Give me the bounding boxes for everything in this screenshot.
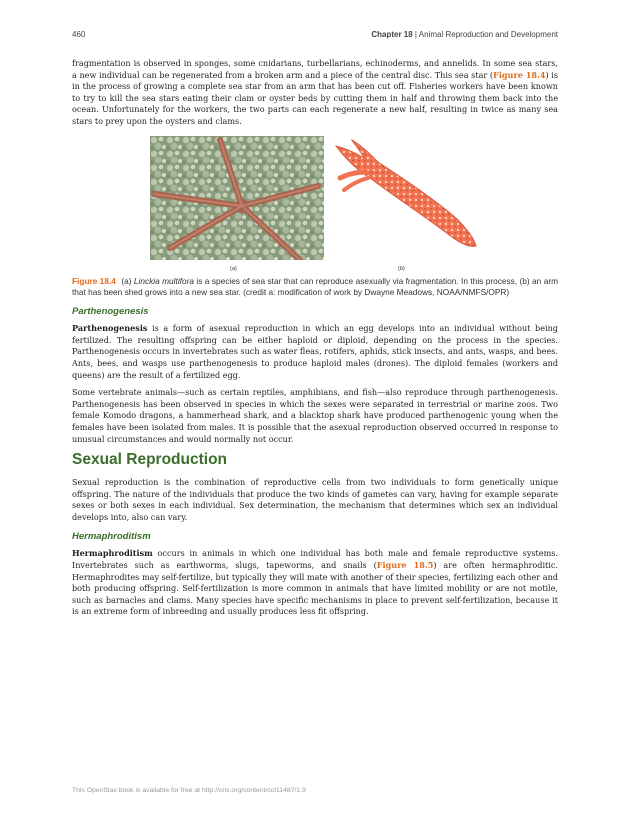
- parthenogenesis-paragraph-2: Some vertebrate animals—such as certain reptiles, amphibians, and fish—also reproduce through parthenogenesis. Parthenogenesis has been observed in species in which the sexes were separated in terrestrial or marine zoos. Two female Komodo dragons, a hammerhead shark, and a blacktop shark have produced parthenogenic young when the females have been isolated from males. It is possible that the asexual reproduction observed occurred in response to unusual circumstances and would normally not occur.: [72, 387, 558, 444]
- page-footer: This OpenStax book is available for free at http://cnx.org/content/col11487/1.9: [72, 787, 306, 794]
- chapter-name: Animal Reproduction and Development: [418, 30, 558, 39]
- species-name: Linckia multifora: [133, 275, 194, 286]
- sea-star-photo-a: [150, 136, 324, 260]
- caption-figure-number: Figure 18.4: [72, 275, 116, 286]
- figure-caption: Figure 18.4 (a) Linckia multifora is a species of sea star that can reproduce asexually via fragmentation. In this process, (b) an arm that has been shed grows into a new sea star. (credit a: modification of work by Dwayne Meadows, NOAA/NMFS/OPR): [72, 275, 558, 297]
- heading-sexual-reproduction: Sexual Reproduction: [72, 451, 228, 469]
- parthenogenesis-paragraph-1: Parthenogenesis is a form of asexual reproduction in which an egg develops into an individual without being fertilized. The resulting offspring can be either haploid or diploid, depending on the process in the species. Parthenogenesis occurs in invertebrates such as water fleas, rotifers, aphids, stick insects, and ants, wasps, and bees. Ants, bees, and wasps use parthenogenesis to produce haploid males (drones). The diploid females (workers and queens) are the result of a fertilized egg.: [72, 323, 558, 380]
- figure-link-18-5[interactable]: Figure 18.5: [376, 560, 434, 571]
- page-number: 460: [72, 30, 86, 39]
- intro-paragraph: fragmentation is observed in sponges, some cnidarians, turbellarians, echinoderms, and annelids. In some sea stars, a new individual can be regenerated from a broken arm and a piece of the central disc. This sea star (Figure 18.4) is in the process of growing a complete sea star from an arm that has been cut off. Fisheries workers have been known to try to kill the sea stars eating their clam or oyster beds by cutting them in half and throwing them back into the ocean. Unfortunately for the workers, the two parts can each regenerate a new half, resulting in twice as many sea stars to prey upon the oysters and clams.: [72, 58, 558, 126]
- chapter-title: Chapter 18 | Animal Reproduction and Development: [371, 30, 558, 39]
- term-parthenogenesis: Parthenogenesis: [72, 323, 148, 334]
- page-content: [72, 58, 558, 624]
- figure-label-b: (b): [398, 265, 405, 272]
- heading-hermaphroditism: Hermaphroditism: [72, 531, 151, 543]
- sea-star-photo-b: [330, 138, 480, 250]
- figure-label-a: (a): [230, 265, 237, 272]
- sexual-reproduction-paragraph: Sexual reproduction is the combination of reproductive cells from two individuals to form genetically unique offspring. The nature of the individuals that produce the two kinds of gametes can vary, having for example separate sexes or both sexes in each individual. Sex determination, the mechanism that determines which sex an individual develops into, also can vary.: [72, 477, 558, 522]
- term-hermaphroditism: Hermaphroditism: [72, 548, 153, 559]
- page-header: [72, 30, 558, 42]
- chapter-number: Chapter 18: [371, 30, 413, 39]
- figure-link[interactable]: Figure 18.4: [493, 69, 546, 80]
- heading-parthenogenesis: Parthenogenesis: [72, 306, 149, 318]
- figure-18-4: [72, 136, 558, 272]
- hermaphroditism-paragraph: Hermaphroditism occurs in animals in which one individual has both male and female reproductive systems. Invertebrates such as earthworms, slugs, tapeworms, and snails (Figure 18.5) are often hermaphroditic. Hermaphrodites may self-fertilize, but typically they will mate with another of their species, fertilizing each other and both producing offspring. Self-fertilization is more common in animals that have limited mobility or are not motile, such as barnacles and clams. Many species have specific mechanisms in place to prevent self-fertilization, because it is an extreme form of inbreeding and usually produces less fit offspring.: [72, 548, 558, 617]
